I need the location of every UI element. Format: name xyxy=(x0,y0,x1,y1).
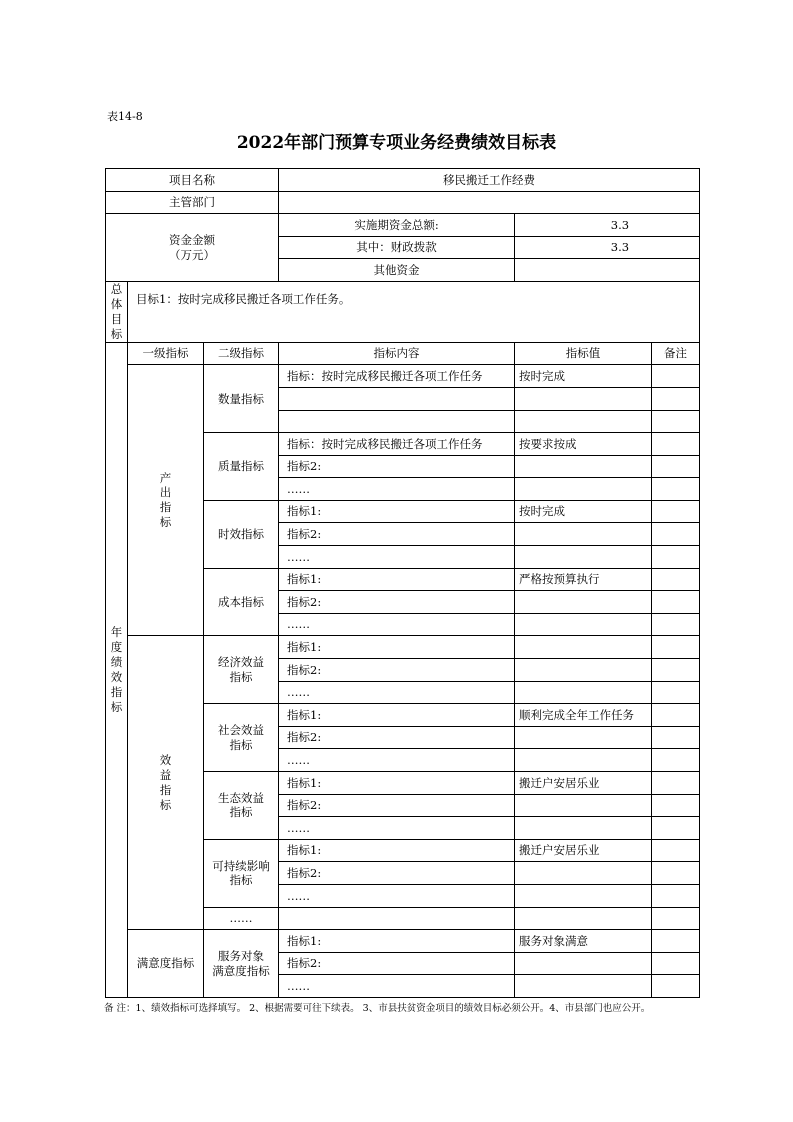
indicator-remark xyxy=(652,794,700,817)
indicator-remark xyxy=(652,500,700,523)
project-name-value: 移民搬迁工作经费 xyxy=(279,169,700,192)
footer-note: 备 注：1、绩效指标可选择填写。 2、根据需要可往下续表。 3、市县扶贫资金项目的绩效目标必须公开。4、市县部门也应公开。 xyxy=(104,1003,651,1014)
funds-other-value xyxy=(515,259,700,282)
indicator-row xyxy=(106,365,700,388)
indicator-row xyxy=(106,636,700,659)
indicator-value xyxy=(515,478,652,501)
project-name-label: 项目名称 xyxy=(106,169,279,192)
indicator-remark xyxy=(652,930,700,953)
funds-label: 资金金额 （万元） xyxy=(106,214,279,282)
indicator-remark xyxy=(652,862,700,885)
indicator-remark xyxy=(652,884,700,907)
indicator-content: 指标1: xyxy=(279,636,515,659)
header-remark: 备注 xyxy=(652,342,700,365)
indicator-value xyxy=(515,726,652,749)
department-label: 主管部门 xyxy=(106,191,279,214)
funds-fiscal-label: 其中：财政拨款 xyxy=(279,236,515,259)
indicator-content: 指标2: xyxy=(279,659,515,682)
indicator-remark xyxy=(652,546,700,569)
indicator-remark xyxy=(652,410,700,433)
indicator-remark xyxy=(652,726,700,749)
indicator-remark xyxy=(652,523,700,546)
indicator-remark xyxy=(652,772,700,795)
indicator-value: 按时完成 xyxy=(515,365,652,388)
indicator-value: 服务对象满意 xyxy=(515,930,652,953)
annual-indicators-label: 年度绩效指标 xyxy=(106,342,128,997)
indicator-remark xyxy=(652,568,700,591)
level2-label: 经济效益 指标 xyxy=(204,636,279,704)
indicator-content: …… xyxy=(279,817,515,840)
satisfaction-level1-label: 满意度指标 xyxy=(128,930,204,998)
indicator-value xyxy=(515,952,652,975)
indicator-content: 指标：按时完成移民搬迁各项工作任务 xyxy=(279,433,515,456)
funds-other-label: 其他资金 xyxy=(279,259,515,282)
level2-label: 成本指标 xyxy=(204,568,279,636)
indicator-value: 搬迁户安居乐业 xyxy=(515,839,652,862)
header-value: 指标值 xyxy=(515,342,652,365)
indicator-content: …… xyxy=(279,681,515,704)
indicator-remark xyxy=(652,613,700,636)
indicator-content: 指标2: xyxy=(279,523,515,546)
indicator-remark xyxy=(652,455,700,478)
level2-more: …… xyxy=(204,907,279,930)
indicator-value xyxy=(515,681,652,704)
indicator-content: 指标1: xyxy=(279,704,515,727)
indicator-remark xyxy=(652,749,700,772)
indicator-value xyxy=(515,591,652,614)
overall-goal-text: 目标1：按时完成移民搬迁各项工作任务。 xyxy=(128,281,700,342)
indicator-content: 指标2: xyxy=(279,726,515,749)
indicator-remark xyxy=(652,365,700,388)
indicator-value xyxy=(515,907,652,930)
indicator-content xyxy=(279,907,515,930)
indicator-remark xyxy=(652,907,700,930)
indicator-content: 指标2: xyxy=(279,591,515,614)
indicator-content: 指标1: xyxy=(279,930,515,953)
indicator-value: 按要求按成 xyxy=(515,433,652,456)
indicator-content: …… xyxy=(279,613,515,636)
indicator-remark xyxy=(652,817,700,840)
indicator-header-row xyxy=(106,342,700,365)
benefit-level1-label: 效益指标 xyxy=(128,636,204,930)
indicator-value xyxy=(515,862,652,885)
indicator-content: 指标1: xyxy=(279,500,515,523)
indicator-remark xyxy=(652,681,700,704)
indicator-row xyxy=(106,930,700,953)
indicator-content xyxy=(279,410,515,433)
level2-label: 社会效益 指标 xyxy=(204,704,279,772)
indicator-remark xyxy=(652,839,700,862)
indicator-value: 搬迁户安居乐业 xyxy=(515,772,652,795)
indicator-value xyxy=(515,613,652,636)
indicator-value xyxy=(515,794,652,817)
performance-goal-table xyxy=(105,168,700,998)
project-name-row xyxy=(106,169,700,192)
indicator-remark xyxy=(652,433,700,456)
overall-goal-label: 总体目标 xyxy=(106,281,128,342)
header-level1: 一级指标 xyxy=(128,342,204,365)
indicator-content: …… xyxy=(279,478,515,501)
indicator-value xyxy=(515,749,652,772)
indicator-remark xyxy=(652,478,700,501)
output-level1-label: 产出指标 xyxy=(128,365,204,636)
level2-label: 数量指标 xyxy=(204,365,279,433)
indicator-content: 指标2: xyxy=(279,952,515,975)
indicator-value xyxy=(515,636,652,659)
overall-goal-row xyxy=(106,281,700,342)
indicator-content: …… xyxy=(279,975,515,998)
indicator-content: 指标2: xyxy=(279,794,515,817)
department-value xyxy=(279,191,700,214)
level2-label: 时效指标 xyxy=(204,500,279,568)
indicator-value: 严格按预算执行 xyxy=(515,568,652,591)
department-row xyxy=(106,191,700,214)
indicator-value xyxy=(515,817,652,840)
indicator-remark xyxy=(652,659,700,682)
indicator-value xyxy=(515,455,652,478)
level2-label: 质量指标 xyxy=(204,433,279,501)
funds-fiscal-value: 3.3 xyxy=(515,236,700,259)
form-number: 表14-8 xyxy=(107,110,143,123)
header-content: 指标内容 xyxy=(279,342,515,365)
page-title: 2022年部门预算专项业务经费绩效目标表 xyxy=(236,133,557,153)
indicator-content: 指标：按时完成移民搬迁各项工作任务 xyxy=(279,365,515,388)
indicator-content: …… xyxy=(279,884,515,907)
header-level2: 二级指标 xyxy=(204,342,279,365)
indicator-content: 指标2: xyxy=(279,862,515,885)
funds-total-value: 3.3 xyxy=(515,214,700,237)
indicator-value xyxy=(515,546,652,569)
funds-total-row xyxy=(106,214,700,237)
indicator-value: 按时完成 xyxy=(515,500,652,523)
indicator-value: 顺利完成全年工作任务 xyxy=(515,704,652,727)
indicator-remark xyxy=(652,704,700,727)
indicator-remark xyxy=(652,975,700,998)
indicator-content xyxy=(279,387,515,410)
indicator-content: 指标1: xyxy=(279,839,515,862)
indicator-content: …… xyxy=(279,749,515,772)
indicator-remark xyxy=(652,636,700,659)
indicator-remark xyxy=(652,387,700,410)
indicator-remark xyxy=(652,952,700,975)
indicator-content: 指标1: xyxy=(279,568,515,591)
funds-total-label: 实施期资金总额: xyxy=(279,214,515,237)
level2-label: 生态效益 指标 xyxy=(204,772,279,840)
indicator-value xyxy=(515,523,652,546)
indicator-value xyxy=(515,975,652,998)
indicator-value xyxy=(515,387,652,410)
indicator-content: …… xyxy=(279,546,515,569)
indicator-value xyxy=(515,884,652,907)
indicator-content: 指标1: xyxy=(279,772,515,795)
level2-label: 服务对象 满意度指标 xyxy=(204,930,279,998)
indicator-value xyxy=(515,410,652,433)
indicator-remark xyxy=(652,591,700,614)
indicator-value xyxy=(515,659,652,682)
level2-label: 可持续影响 指标 xyxy=(204,839,279,907)
indicator-content: 指标2: xyxy=(279,455,515,478)
